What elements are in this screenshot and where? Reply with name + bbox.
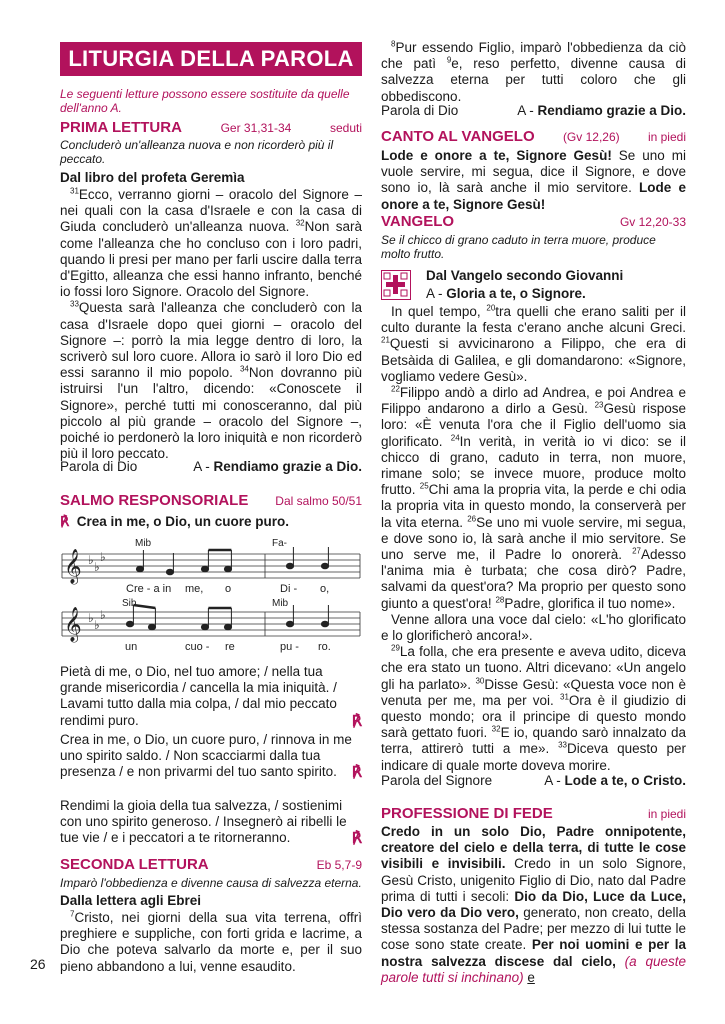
vangelo-acclamation: A - Gloria a te, o Signore.: [426, 286, 586, 301]
svg-text:♭: ♭: [94, 618, 100, 632]
svg-text:♭: ♭: [94, 560, 100, 574]
chord-label: Sib: [122, 598, 137, 609]
lyric-syllable: un: [125, 641, 138, 653]
vangelo-response: Parola del Signore A - Lode a te, o Cristo.: [381, 773, 686, 788]
vangelo-heading: [381, 213, 686, 231]
credo-heading: [381, 805, 686, 823]
lyric-syllable: pu -: [280, 641, 299, 653]
prima-lettura-heading: [60, 119, 362, 137]
salmo-stanza: Crea in me, o Dio, un cuore puro, / rinnova in me uno spirito saldo. / Non scacciarmi dalla tua presenza / e non privarmi del tuo santo spirito. ℟: [60, 732, 362, 782]
chord-label: Fa-: [272, 538, 287, 549]
seconda-label: SECONDA LETTURA: [60, 856, 209, 873]
salmo-label: SALMO RESPONSORIALE: [60, 492, 249, 509]
lyric-syllable: Cre - a in: [126, 583, 172, 595]
salmo-stanza: Rendimi la gioia della tua salvezza, / sostienimi con uno spirito generoso. / Insegnerò ai ribelli le tue vie / e i peccatori a te ritorneranno. ℟: [60, 798, 362, 848]
section-banner: LITURGIA DELLA PAROLA: [60, 42, 362, 76]
seconda-response: Parola di Dio A - Rendiamo grazie a Dio.: [381, 103, 686, 118]
canto-ref: (Gv 12,26): [562, 130, 620, 144]
vangelo-ref: Gv 12,20-33: [619, 215, 686, 229]
canto-text: Lode e onore a te, Signore Gesù! Se uno mi vuole servire, mi segua, dice il Signore, e dove sono io, là sarà anche il mio servitore. Lode e onore a te, Signore Gesù!: [381, 148, 686, 212]
intro-note: Le seguenti letture possono essere sostituite da quelle dell'anno A.: [60, 87, 350, 115]
prima-ref: Ger 31,31-34: [220, 121, 292, 135]
prima-paragraph: $^{33}$Questa sarà l'alleanza che concluderò con la casa d'Israele dopo quei giorni – oracolo del Signore –: porrò la mia legge dentro di loro, la scriverò sul loro cuore. Allora io sarò il loro Dio ed essi saranno il mio popolo. $^{34}$Non dovranno più istruirsi l'un l'altro, dicendo: «Conoscete il Signore», perché tutti mi conosceranno, dal più piccolo al più grande – oracolo del Signore –, poiché io perdonerò la loro iniquità e non ricorderò più il loro peccato.: [60, 299, 362, 462]
vangelo-label: VANGELO: [381, 213, 455, 230]
seconda-text: $^7$Cristo, nei giorni della sua vita terrena, offrì preghiere e suppliche, con forti grida e lacrime, a Dio che poteva salvarlo da morte e, per il suo pieno abbandono a lui, venne esaudito.: [60, 909, 362, 974]
lyric-syllable: me,: [185, 583, 204, 595]
page-number: 26: [30, 956, 46, 972]
prima-label: PRIMA LETTURA: [60, 119, 182, 136]
salmo-ref: Dal salmo 50/51: [275, 494, 362, 508]
seconda-text-continued: $^8$Pur essendo Figlio, imparò l'obbedienza da ciò che patì $^9$e, reso perfetto, divenne causa di salvezza eterna per tutti coloro che gli obbediscono.: [381, 39, 686, 104]
lyric-syllable: Di -: [280, 583, 298, 595]
canto-pos: in piedi: [647, 130, 686, 144]
svg-text:♭: ♭: [100, 550, 106, 564]
chord-label: Mib: [272, 598, 289, 609]
lyric-syllable: ro.: [318, 641, 331, 653]
vangelo-text: In quel tempo, $^{20}$tra quelli che erano saliti per il culto durante la festa c'erano anche alcuni Greci. $^{21}$Questi si avvicinarono a Filippo, che era di Betsàida di Galilea, e gli domandarono: «Signore, vogliamo vedere Gesù». $^{22}$Filippo andò a dirlo ad Andrea, e poi Andrea e Filippo andarono a dirlo a Gesù. $^{23}$Gesù rispose loro: «È venuta l'ora che il Figlio dell'uomo sia glorificato. $^{24}$In verità, in verità io vi dico: se il chicco di grano, caduto in terra, non muore, rimane solo; se invece muore, produce molto frutto. $^{25}$Chi ama la propria vita, la perde e chi odia la propria vita in questo mondo, la conserverà per la vita eterna. $^{26}$Se uno mi vuole servire, mi segua, e dove sono io, là sarà anche il mio servitore. Se uno serve me, il Padre lo onorerà. $^{27}$Adesso l'anima mia è turbata; che cosa dirò? Padre, salvami da quest'ora? Ma proprio per questo sono giunto a quest'ora! $^{28}$Padre, glorifica il tuo nome». Venne allora una voce dal cielo: «L'ho glorificato e lo glorificherò ancora!». $^{29}$La folla, che era presente e aveva udito, diceva che era stato un tuono. Altri dicevano: «Un angelo gli ha parlato». $^{30}$Disse Gesù: «Questa voce non è venuta per me, ma per voi. $^{31}$Ora è il giudizio di questo mondo; ora il principe di questo mondo sarà gettato fuori. $^{32}$E io, quando sarò innalzato da terra, attirerò tutti a me». $^{33}$Diceva questo per indicare di quale morte doveva morire.: [381, 303, 686, 773]
lyric-syllable: cuo -: [185, 641, 210, 653]
prima-response: Parola di Dio A - Rendiamo grazie a Dio.: [60, 459, 362, 474]
seconda-ref: Eb 5,7-9: [316, 858, 362, 872]
lyric-syllable: o: [225, 583, 232, 595]
seconda-summary: Imparò l'obbedienza e divenne causa di salvezza eterna.: [60, 876, 362, 890]
prima-pos: seduti: [329, 121, 362, 135]
lyric-syllable: o,: [320, 583, 330, 595]
canto-label: CANTO AL VANGELO: [381, 128, 535, 145]
svg-text:♭: ♭: [88, 553, 94, 567]
svg-text:𝄞: 𝄞: [64, 607, 82, 642]
salmo-refrain: ℟ Crea in me, o Dio, un cuore puro.: [60, 514, 290, 530]
credo-text: Credo in un solo Dio, Padre onnipotente, creatore del cielo e della terra, di tutte le cose visibili e invisibili. Credo in un solo Signore, Gesù Cristo, unigenito Figlio di Dio, nato dal Padre prima di tutti i secoli: Dio da Dio, Luce da Luce, Dio vero da Dio vero, generato, non creato, della stessa sostanza del Padre; per mezzo di lui tutte le cose sono state create. Per noi uomini e per la nostra salvezza discese dal cielo, (a queste parole tutti si inchinano) e: [381, 824, 687, 985]
credo-pos: in piedi: [647, 807, 686, 821]
music-score: [60, 536, 362, 660]
prima-summary: Concluderò un'alleanza nuova e non ricorderò più il peccato.: [60, 138, 334, 166]
vangelo-source: Dal Vangelo secondo Giovanni: [426, 268, 624, 283]
prima-text: [60, 187, 362, 462]
svg-text:♭: ♭: [100, 608, 106, 622]
lyric-syllable: re: [225, 641, 235, 653]
salmo-heading: [60, 492, 362, 510]
seconda-lettura-heading: [60, 856, 362, 874]
svg-text:♭: ♭: [88, 611, 94, 625]
vangelo-summary: Se il chicco di grano caduto in terra muore, produce molto frutto.: [381, 233, 656, 261]
seconda-source: Dalla lettera agli Ebrei: [60, 893, 202, 908]
gospel-cross-icon: [381, 270, 411, 300]
salmo-stanza: Pietà di me, o Dio, nel tuo amore; / nella tua grande misericordia / cancella la mia iniquità. / Lavami tutto dalla mia colpa, / dal mio peccato rendimi puro. ℟: [60, 664, 362, 730]
canto-heading: [381, 128, 686, 146]
prima-paragraph: $^{31}$Ecco, verranno giorni – oracolo del Signore – nei quali con la casa d'Israele e con la casa di Giuda concluderò un'alleanza nuova. $^{32}$Non sarà come l'alleanza che ho concluso con i loro padri, quando li presi per mano per farli uscire dalla terra d'Egitto, alleanza che essi hanno infranto, benché io fossi loro Signore. Oracolo del Signore.: [60, 186, 362, 300]
prima-source: Dal libro del profeta Geremìa: [60, 170, 245, 185]
chord-label: Mib: [135, 538, 152, 549]
credo-label: PROFESSIONE DI FEDE: [381, 805, 553, 822]
svg-text:𝄞: 𝄞: [64, 549, 82, 584]
